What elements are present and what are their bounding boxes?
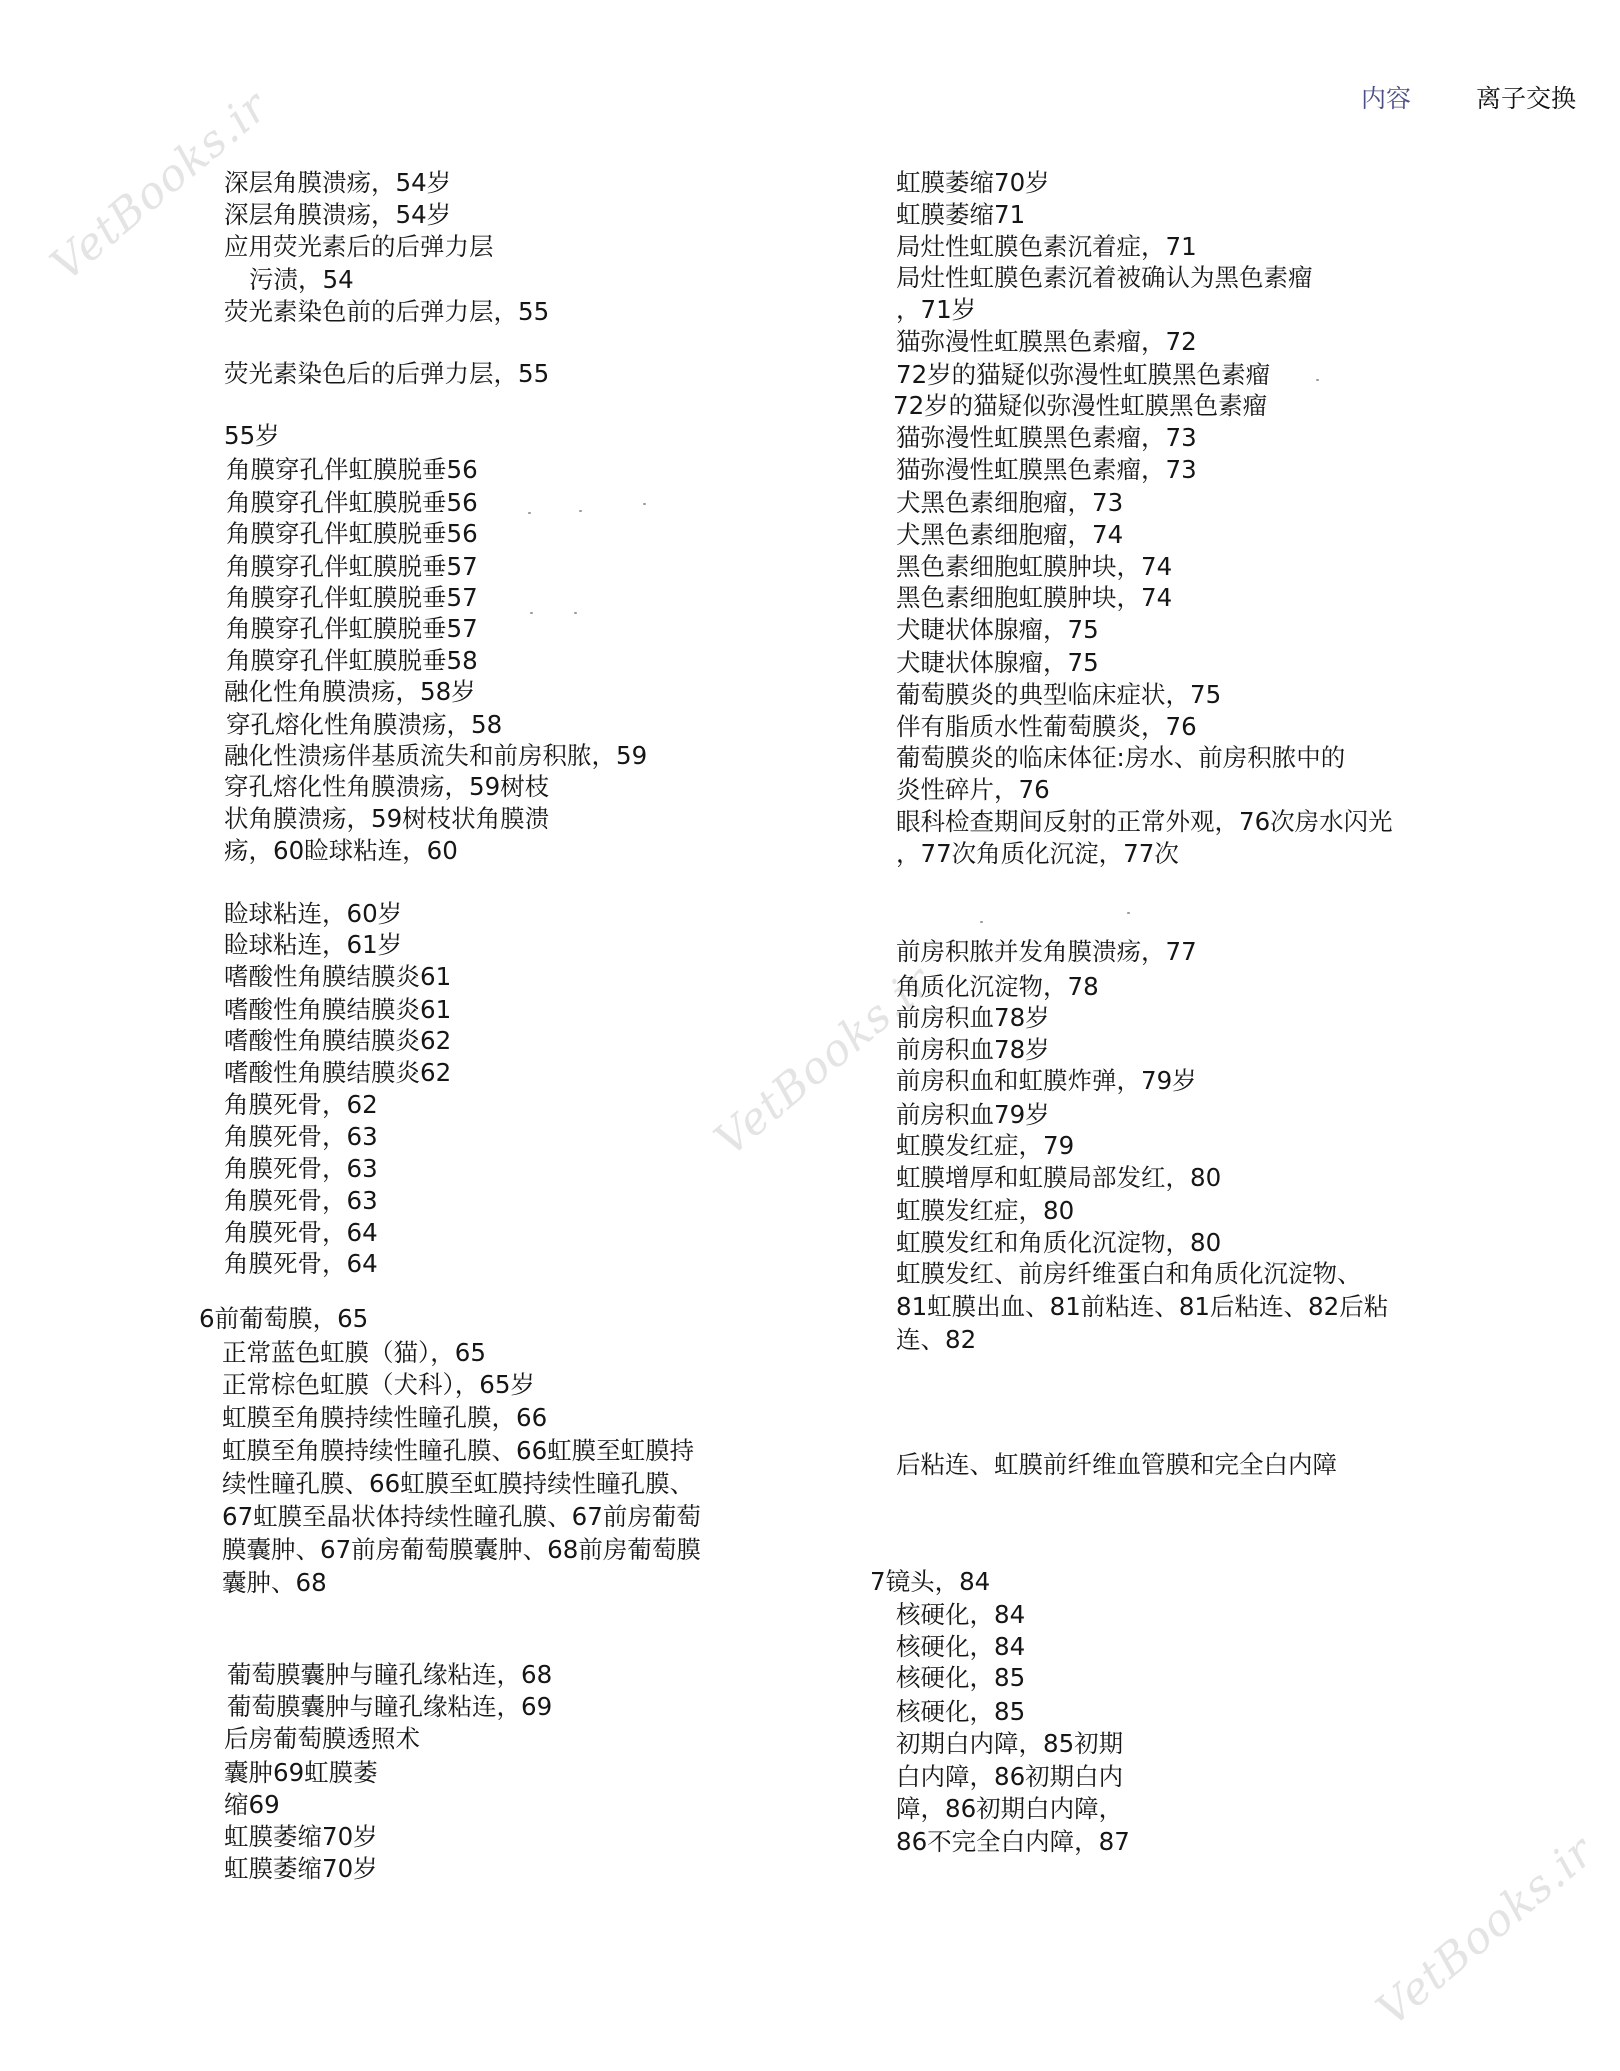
index-entry[interactable]: 正常棕色虹膜（犬科），65岁: [222, 1370, 535, 1399]
index-entry[interactable]: 角膜死骨，64: [224, 1249, 378, 1278]
index-entry[interactable]: 虹膜至角膜持续性瞳孔膜、66虹膜至虹膜持: [222, 1436, 695, 1465]
index-entry[interactable]: 障，86初期白内障，: [896, 1794, 1124, 1823]
index-entry[interactable]: 局灶性虹膜色素沉着被确认为黑色素瘤: [896, 263, 1313, 292]
index-entry[interactable]: 续性瞳孔膜、66虹膜至虹膜持续性瞳孔膜、: [222, 1469, 695, 1498]
index-entry[interactable]: 角膜穿孔伴虹膜脱垂58: [226, 646, 478, 675]
index-entry[interactable]: 核硬化，84: [896, 1600, 1026, 1629]
index-entry[interactable]: 疡，60睑球粘连，60: [224, 836, 458, 865]
scan-speck: [528, 512, 531, 514]
index-entry[interactable]: 膜囊肿、67前房葡萄膜囊肿、68前房葡萄膜: [222, 1535, 701, 1564]
index-entry[interactable]: 猫弥漫性虹膜黑色素瘤，72: [896, 327, 1197, 356]
index-entry[interactable]: 犬睫状体腺瘤，75: [896, 648, 1099, 677]
scan-speck: [530, 612, 533, 614]
index-entry[interactable]: 睑球粘连，61岁: [224, 930, 403, 959]
index-entry[interactable]: 连、82: [896, 1325, 977, 1354]
index-entry[interactable]: 囊肿、68: [222, 1568, 327, 1597]
index-entry[interactable]: 角膜死骨，64: [224, 1218, 378, 1247]
index-entry[interactable]: 角膜穿孔伴虹膜脱垂56: [226, 488, 478, 517]
index-entry[interactable]: 葡萄膜炎的临床体征:房水、前房积脓中的: [896, 743, 1346, 772]
ion-exchange-link[interactable]: 离子交换: [1476, 84, 1577, 113]
scan-speck: [1316, 379, 1319, 381]
index-entry[interactable]: 囊肿69虹膜萎: [224, 1758, 378, 1787]
scan-speck: [574, 612, 577, 614]
index-entry[interactable]: 正常蓝色虹膜（猫），65: [222, 1338, 486, 1367]
scan-speck: [980, 921, 983, 923]
index-entry[interactable]: 睑球粘连，60岁: [224, 899, 403, 928]
index-entry[interactable]: 核硬化，85: [896, 1663, 1026, 1692]
index-entry[interactable]: 角膜死骨，63: [224, 1154, 378, 1183]
index-entry[interactable]: ，77次角质化沉淀，77次: [896, 839, 1179, 868]
index-entry[interactable]: 葡萄膜囊肿与瞳孔缘粘连，68: [227, 1660, 553, 1689]
index-entry[interactable]: 86不完全白内障，87: [896, 1827, 1130, 1856]
index-entry[interactable]: 角膜死骨，63: [224, 1186, 378, 1215]
index-entry[interactable]: ，71岁: [896, 295, 977, 324]
index-entry[interactable]: 局灶性虹膜色素沉着症，71: [896, 232, 1197, 261]
index-entry[interactable]: 72岁的猫疑似弥漫性虹膜黑色素瘤: [893, 391, 1268, 420]
watermark: VetBooks.ir: [41, 80, 278, 292]
index-entry[interactable]: 黑色素细胞虹膜肿块，74: [896, 583, 1173, 612]
contents-link[interactable]: 内容: [1361, 84, 1412, 113]
index-entry[interactable]: 虹膜萎缩71: [896, 200, 1026, 229]
index-entry[interactable]: 核硬化，85: [896, 1697, 1026, 1726]
index-entry[interactable]: 前房积脓并发角膜溃疡，77: [896, 937, 1197, 966]
index-entry[interactable]: 81虹膜出血、81前粘连、81后粘连、82后粘: [896, 1292, 1389, 1321]
index-entry[interactable]: 穿孔熔化性角膜溃疡，58: [226, 710, 503, 739]
index-entry[interactable]: 深层角膜溃疡，54岁: [224, 168, 452, 197]
index-entry[interactable]: 白内障，86初期白内: [896, 1762, 1124, 1791]
index-entry[interactable]: 后粘连、虹膜前纤维血管膜和完全白内障: [896, 1450, 1337, 1479]
index-entry[interactable]: 犬睫状体腺瘤，75: [896, 615, 1099, 644]
index-entry[interactable]: 黑色素细胞虹膜肿块，74: [896, 552, 1173, 581]
index-entry[interactable]: 55岁: [224, 421, 280, 450]
index-entry[interactable]: 虹膜萎缩70岁: [224, 1822, 378, 1851]
index-entry[interactable]: 前房积血78岁: [896, 1003, 1050, 1032]
index-entry[interactable]: 炎性碎片，76: [896, 775, 1050, 804]
index-entry[interactable]: 角膜穿孔伴虹膜脱垂57: [226, 614, 478, 643]
scan-speck: [1127, 912, 1130, 914]
index-section-heading[interactable]: 7镜头，84: [870, 1567, 991, 1596]
index-entry[interactable]: 眼科检查期间反射的正常外观，76次房水闪光: [896, 807, 1393, 836]
scan-speck: [579, 510, 582, 512]
index-entry[interactable]: 前房积血79岁: [896, 1100, 1050, 1129]
index-entry[interactable]: 虹膜增厚和虹膜局部发红，80: [896, 1163, 1222, 1192]
index-entry[interactable]: 嗜酸性角膜结膜炎61: [224, 995, 452, 1024]
index-entry[interactable]: 融化性角膜溃疡，58岁: [224, 677, 476, 706]
index-entry[interactable]: 犬黑色素细胞瘤，74: [896, 520, 1124, 549]
index-entry[interactable]: 初期白内障，85初期: [896, 1729, 1124, 1758]
index-entry[interactable]: 虹膜发红症，80: [896, 1196, 1075, 1225]
index-entry[interactable]: 荧光素染色后的后弹力层，55: [224, 359, 550, 388]
index-entry[interactable]: 角膜死骨，62: [224, 1090, 378, 1119]
index-entry[interactable]: 虹膜至角膜持续性瞳孔膜，66: [222, 1403, 548, 1432]
index-entry[interactable]: 角膜穿孔伴虹膜脱垂57: [226, 583, 478, 612]
index-entry[interactable]: 72岁的猫疑似弥漫性虹膜黑色素瘤: [896, 360, 1271, 389]
index-entry[interactable]: 污渍，54: [249, 265, 354, 294]
watermark: VetBooks.ir: [705, 955, 942, 1166]
index-entry[interactable]: 犬黑色素细胞瘤，73: [896, 488, 1124, 517]
index-section-heading[interactable]: 6前葡萄膜，65: [199, 1304, 369, 1333]
index-entry[interactable]: 葡萄膜炎的典型临床症状，75: [896, 680, 1222, 709]
index-entry[interactable]: 穿孔熔化性角膜溃疡，59树枝: [224, 772, 550, 801]
watermark: VetBooks.ir: [1367, 1825, 1604, 2036]
index-entry[interactable]: 嗜酸性角膜结膜炎62: [224, 1026, 452, 1055]
index-entry[interactable]: 嗜酸性角膜结膜炎61: [224, 962, 452, 991]
index-entry[interactable]: 角质化沉淀物，78: [896, 972, 1099, 1001]
index-entry[interactable]: 状角膜溃疡，59树枝状角膜溃: [224, 804, 550, 833]
index-entry[interactable]: 融化性溃疡伴基质流失和前房积脓，59: [224, 741, 648, 770]
index-entry[interactable]: 虹膜萎缩70岁: [224, 1854, 378, 1883]
index-entry[interactable]: 前房积血和虹膜炸弹，79岁: [896, 1066, 1197, 1095]
index-entry[interactable]: 荧光素染色前的后弹力层，55: [224, 297, 550, 326]
index-entry[interactable]: 虹膜萎缩70岁: [896, 168, 1050, 197]
index-entry[interactable]: 猫弥漫性虹膜黑色素瘤，73: [896, 455, 1197, 484]
index-entry[interactable]: 角膜穿孔伴虹膜脱垂57: [226, 552, 478, 581]
index-entry[interactable]: 后房葡萄膜透照术: [224, 1724, 420, 1753]
index-entry[interactable]: 应用荧光素后的后弹力层: [224, 232, 494, 261]
index-entry[interactable]: 前房积血78岁: [896, 1035, 1050, 1064]
index-entry[interactable]: 猫弥漫性虹膜黑色素瘤，73: [896, 423, 1197, 452]
index-entry[interactable]: 核硬化，84: [896, 1632, 1026, 1661]
index-entry[interactable]: 角膜穿孔伴虹膜脱垂56: [226, 455, 478, 484]
index-entry[interactable]: 深层角膜溃疡，54岁: [224, 200, 452, 229]
scan-speck: [643, 503, 646, 505]
index-entry[interactable]: 虹膜发红、前房纤维蛋白和角质化沉淀物、: [896, 1259, 1362, 1288]
index-entry[interactable]: 虹膜发红症，79: [896, 1131, 1075, 1160]
index-entry[interactable]: 67虹膜至晶状体持续性瞳孔膜、67前房葡萄: [222, 1502, 701, 1531]
index-entry[interactable]: 嗜酸性角膜结膜炎62: [224, 1058, 452, 1087]
index-entry[interactable]: 角膜穿孔伴虹膜脱垂56: [226, 519, 478, 548]
index-entry[interactable]: 葡萄膜囊肿与瞳孔缘粘连，69: [227, 1692, 553, 1721]
index-entry[interactable]: 缩69: [224, 1790, 280, 1819]
index-entry[interactable]: 虹膜发红和角质化沉淀物，80: [896, 1228, 1222, 1257]
index-entry[interactable]: 伴有脂质水性葡萄膜炎，76: [896, 712, 1197, 741]
index-entry[interactable]: 角膜死骨，63: [224, 1122, 378, 1151]
